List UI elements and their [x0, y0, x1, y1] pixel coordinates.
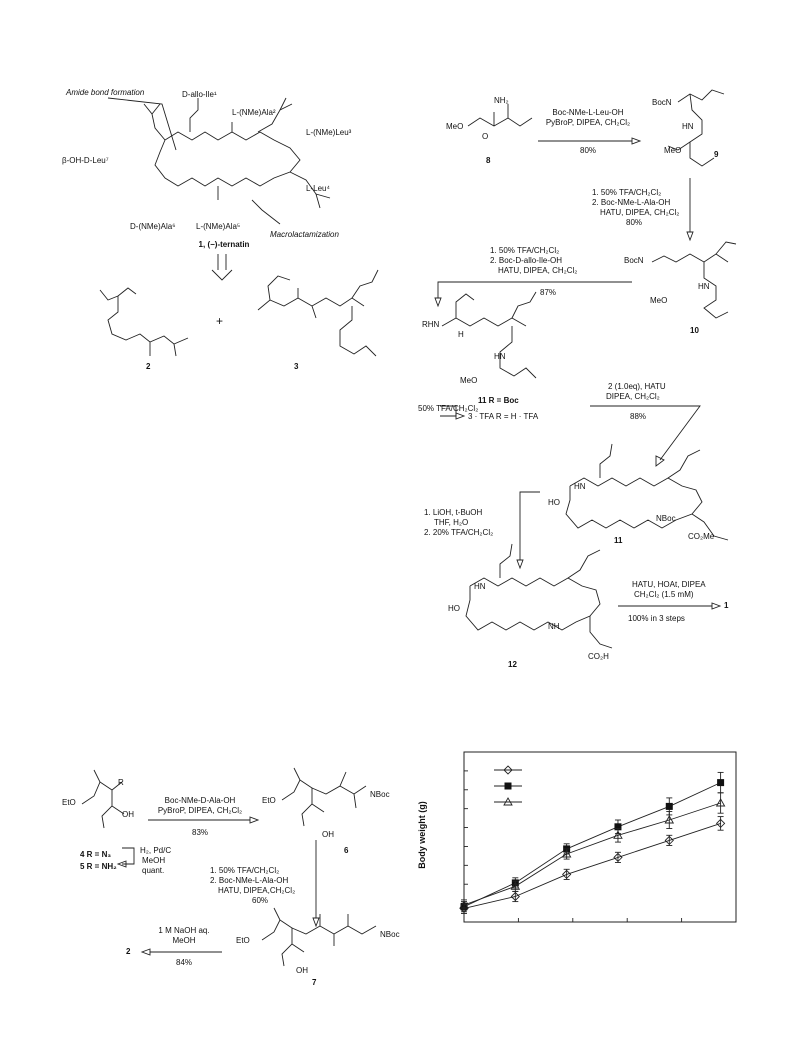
- group-hn-11: HN: [494, 352, 506, 361]
- group-nboc-6: NBoc: [370, 790, 390, 799]
- compound-number-13: 12: [508, 660, 517, 669]
- step1-yield: 80%: [579, 146, 597, 155]
- step6-reagent-2: CH₂Cl₂ (1.5 mM): [634, 590, 694, 599]
- chart-legend: [494, 766, 522, 805]
- s3-step1-reagent-1: Boc-NMe-D-Ala-OH: [164, 796, 236, 805]
- residue-label-7: β-OH-D-Leu⁷: [62, 156, 109, 165]
- atom-h-11: H: [458, 330, 464, 339]
- step6-yield: 100% in 3 steps: [628, 614, 685, 623]
- series-line-3: [464, 803, 721, 905]
- compound-number-2-final: 2: [126, 947, 131, 956]
- s3-step3-reagent-1: 1 M NaOH aq.: [158, 926, 210, 935]
- compound-number-1: 1: [724, 601, 729, 610]
- label-4: 4 R = N₃: [80, 850, 112, 859]
- group-rhn-11: RHN: [422, 320, 440, 329]
- group-co2h-13: CO₂H: [588, 652, 609, 661]
- group-nboc-7: NBoc: [380, 930, 400, 939]
- step5-reagent-1: 1. LiOH, t-BuOH: [424, 508, 483, 517]
- group-ho-12: HO: [548, 498, 560, 507]
- step4-yield: 88%: [630, 412, 647, 421]
- group-bocn-9: BocN: [652, 98, 672, 107]
- group-co2me-12: CO₂Me: [688, 532, 715, 541]
- group-nh-13: NH: [548, 622, 560, 631]
- plus-sign: +: [216, 314, 224, 328]
- step3-reagent-3: HATU, DIPEA, CH₂Cl₂: [498, 266, 578, 275]
- step4-reagent-1: 2 (1.0eq), HATU: [608, 382, 666, 391]
- s3-step1-reagent-2: PyBroP, DIPEA, CH₂Cl₂: [157, 806, 243, 815]
- group-oh-7: OH: [296, 966, 308, 975]
- h2-step-2: MeOH: [142, 856, 166, 865]
- group-hn-13: HN: [474, 582, 486, 591]
- compound-number-8: 8: [486, 156, 491, 165]
- chart-y-axis-label: Body weight (g): [416, 801, 427, 869]
- step3-reagent-1: 1. 50% TFA/CH₂Cl₂: [490, 246, 560, 255]
- s3-step3-reagent-2: MeOH: [172, 936, 196, 945]
- plot-frame: [464, 752, 736, 922]
- compound-number-12: 11: [614, 536, 623, 545]
- residue-label-1: D-allo-Ile¹: [182, 90, 217, 99]
- step2-yield: 80%: [626, 218, 643, 227]
- group-hn-9: HN: [682, 122, 694, 131]
- annotation-macrolactamization: Macrolactamization: [270, 230, 339, 239]
- group-meo-9: MeO: [664, 146, 682, 155]
- step2-reagent-1: 1. 50% TFA/CH₂Cl₂: [592, 188, 662, 197]
- label-5: 5 R = NH₂: [80, 862, 117, 871]
- s3-step2-reagent-2: 2. Boc-NMe-L-Ala-OH: [210, 876, 289, 885]
- tfa-step: 50% TFA/CH₂Cl₂: [418, 404, 479, 413]
- step4-reagent-2: DIPEA, CH₂Cl₂: [606, 392, 660, 401]
- compound-number-2: 2: [146, 362, 151, 371]
- group-r-4: R: [118, 778, 124, 787]
- s3-step2-reagent-1: 1. 50% TFA/CH₂Cl₂: [210, 866, 280, 875]
- label-11: 11 R = Boc: [478, 396, 519, 405]
- step2-reagent-2: 2. Boc-NMe-L-Ala-OH: [592, 198, 671, 207]
- residue-label-2: L-(NMe)Ala²: [232, 108, 276, 117]
- group-eto-6: EtO: [262, 796, 276, 805]
- legend-marker-2: [505, 783, 512, 790]
- step1-reagent-1: Boc-NMe-L-Leu-OH: [552, 108, 624, 117]
- step3-yield: 87%: [540, 288, 557, 297]
- group-ho-13: HO: [448, 604, 460, 613]
- compound-number-7: 7: [312, 978, 317, 987]
- group-nh2-8: NH₂: [494, 96, 509, 105]
- group-hn-10: HN: [698, 282, 710, 291]
- square-point: [666, 803, 673, 810]
- step6-reagent-1: HATU, HOAt, DIPEA: [632, 580, 706, 589]
- step5-reagent-2: THF, H₂O: [434, 518, 469, 527]
- group-eto-7: EtO: [236, 936, 250, 945]
- chart-series: [460, 772, 725, 913]
- s3-step2-reagent-3: HATU, DIPEA,CH₂Cl₂: [218, 886, 296, 895]
- residue-label-6: D-(NMe)Ala⁶: [130, 222, 176, 231]
- legend-marker-3: [504, 798, 512, 805]
- step3-reagent-2: 2. Boc-D-allo-Ile-OH: [490, 256, 563, 265]
- group-eto-4: EtO: [62, 798, 76, 807]
- compound-number-3: 3: [294, 362, 299, 371]
- group-hn-12: HN: [574, 482, 586, 491]
- compound-label-ternatin: 1, (−)-ternatin: [198, 240, 250, 249]
- h2-step-1: H₂, Pd/C: [140, 846, 172, 855]
- group-meo-11: MeO: [460, 376, 478, 385]
- chart-axes: [464, 752, 736, 922]
- step5-reagent-3: 2. 20% TFA/CH₂Cl₂: [424, 528, 494, 537]
- residue-label-3: L-(NMe)Leu³: [306, 128, 352, 137]
- compound-number-6: 6: [344, 846, 349, 855]
- group-bocn-10: BocN: [624, 256, 644, 265]
- atom-o-8: O: [482, 132, 489, 141]
- group-oh-6: OH: [322, 830, 334, 839]
- residue-label-5: L-(NMe)Ala⁵: [196, 222, 241, 231]
- compound-number-9: 9: [714, 150, 719, 159]
- group-nboc-12: NBoc: [656, 514, 676, 523]
- annotation-amide-bond: Amide bond formation: [66, 88, 145, 97]
- series-line-1: [464, 823, 721, 908]
- s3-step1-yield: 83%: [191, 828, 209, 837]
- h2-step-3: quant.: [142, 866, 165, 875]
- compound-number-10: 10: [690, 326, 699, 335]
- group-oh-4: OH: [122, 810, 134, 819]
- step1-reagent-2: PyBroP, DIPEA, CH₂Cl₂: [545, 118, 631, 127]
- label-3-tfa: 3 · TFA R = H · TFA: [468, 412, 539, 421]
- group-meo-10: MeO: [650, 296, 668, 305]
- s3-step2-yield: 60%: [252, 896, 269, 905]
- group-meo-8: MeO: [446, 122, 464, 131]
- residue-label-4: L-Leu⁴: [306, 184, 330, 193]
- s3-step3-yield: 84%: [175, 958, 193, 967]
- step2-reagent-3: HATU, DIPEA, CH₂Cl₂: [600, 208, 680, 217]
- square-point: [717, 779, 724, 786]
